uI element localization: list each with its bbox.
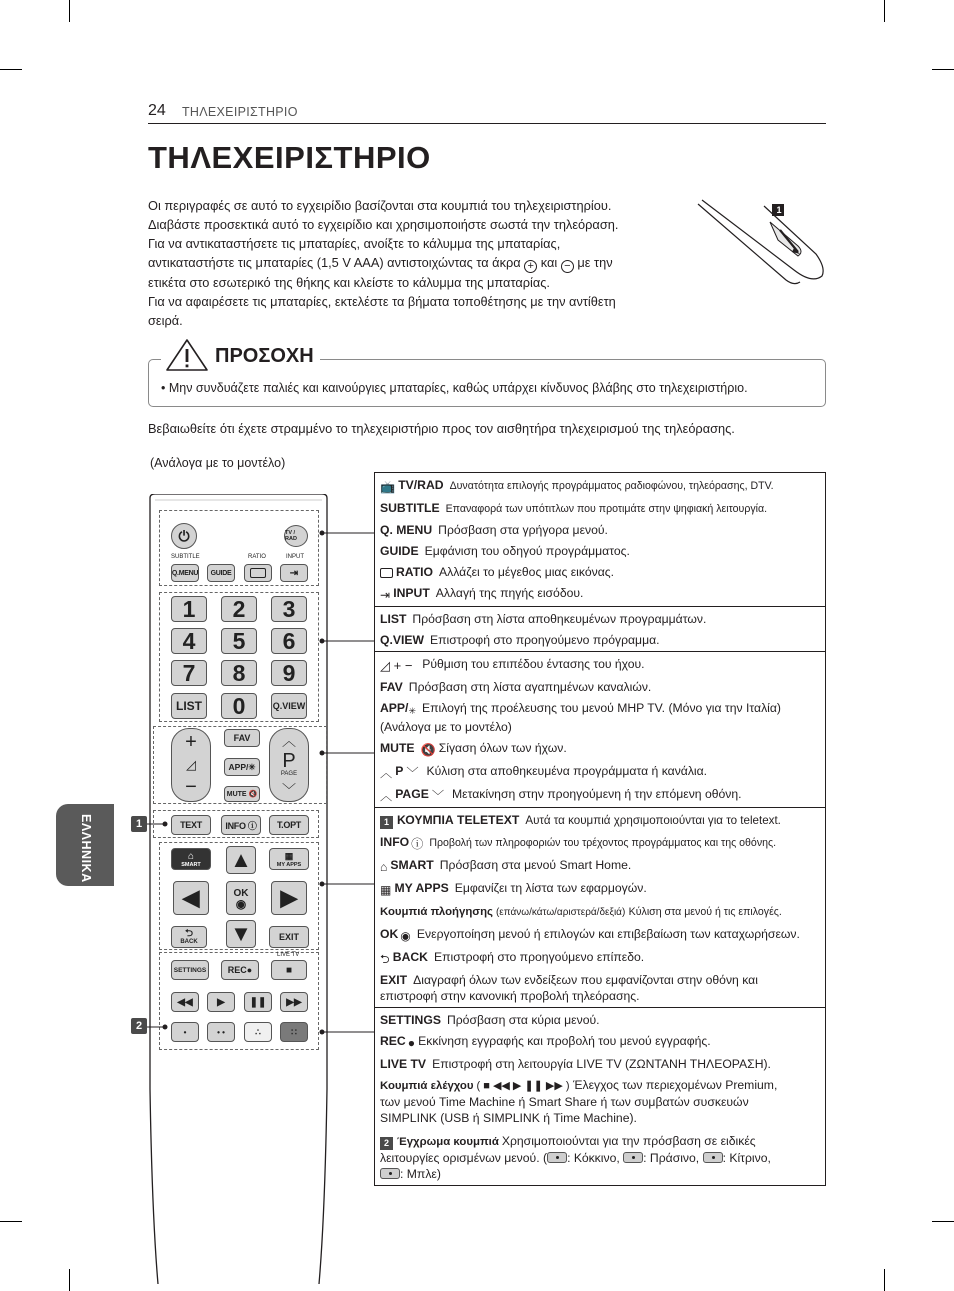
ratio-icon: [250, 568, 266, 578]
desc-text: Πρόσβαση στη λίστα αποθηκευμένων προγραμμάτων.: [412, 612, 707, 626]
desc-text: : Κίτρινο,: [722, 1151, 771, 1165]
live-tv-label: LIVE TV: [277, 952, 300, 958]
tv-radio-icon: 📺: [380, 480, 396, 494]
desc-key: APP/: [380, 701, 409, 715]
red-button-icon: [547, 1152, 567, 1163]
desc-text: Πρόσβαση στα μενού Smart Home.: [439, 858, 632, 872]
caution-label: ΠΡΟΣΟΧΗ: [215, 345, 314, 367]
desc-key: TV/RAD: [398, 478, 444, 492]
yellow-button[interactable]: [244, 1022, 272, 1042]
desc-text: Κύλιση στα αποθηκευμένα προγράμματα ή κανάλια.: [426, 764, 708, 778]
volume-icon: ◿ + −: [380, 658, 413, 673]
desc-text: SIMPLINK (USB ή SIMPLINK ή Time Machine).: [380, 1111, 637, 1125]
step-marker: 1: [776, 205, 782, 215]
page-title: ΤΗΛΕΧΕΙΡΙΣΤΗΡΙΟ: [148, 140, 431, 175]
back-arrow-icon: ⮌: [184, 928, 193, 939]
desc-key: FAV: [380, 680, 403, 694]
desc-row-tvrad: [380, 477, 821, 495]
desc-text: Αλλαγή της πηγής εισόδου.: [435, 586, 584, 600]
desc-row-list: [380, 611, 821, 627]
desc-key: OK: [380, 927, 399, 941]
ratio-button[interactable]: [244, 564, 272, 582]
desc-row-page: [380, 786, 821, 804]
rewind-button[interactable]: [171, 992, 199, 1012]
ratio-label: RATIO: [248, 554, 266, 560]
caution-text: • Μην συνδυάζετε παλιές και καινούργιες μπαταρίες, καθώς υπάρχει κίνδυνος βλάβης στο τηλεχειριστήριο.: [161, 381, 748, 395]
desc-text: επιστροφή στην κανονική προβολή τηλεόρασης.: [380, 989, 640, 1003]
rec-button[interactable]: REC●: [221, 960, 259, 980]
digit-6-button[interactable]: 6: [271, 628, 307, 654]
desc-key: GUIDE: [380, 544, 419, 558]
intro-line: [148, 253, 688, 273]
exit-button[interactable]: EXIT: [269, 926, 309, 948]
desc-key: EXIT: [380, 973, 408, 987]
my-apps-label: MY APPS: [276, 861, 302, 868]
fast-forward-icon: ▶▶: [286, 996, 302, 1008]
language-tab-label: ΕΛΛΗΝΙΚΑ: [79, 814, 93, 883]
crop-mark: [884, 0, 885, 22]
green-button[interactable]: [207, 1022, 235, 1042]
mute-button[interactable]: MUTE 🔇: [224, 786, 260, 802]
desc-text: Εκκίνηση εγγραφής και προβολή του μενού εγγραφής.: [418, 1034, 711, 1048]
desc-row-fav: [380, 679, 821, 695]
info-button[interactable]: INFO ⓘ: [221, 815, 261, 835]
play-button[interactable]: [207, 992, 235, 1012]
desc-text: Χρησιμοποιούνται για την πρόσβαση σε ειδικές: [501, 1134, 756, 1148]
live-tv-button[interactable]: [271, 960, 307, 980]
section-top-buttons: [375, 473, 825, 606]
desc-text: Επιστροφή στη λειτουργία LIVE TV (ΖΩΝΤΑΝΗ ΤΗΛΕΟΡΑΣΗ).: [432, 1057, 771, 1071]
dots-icon: • •: [217, 1027, 225, 1037]
desc-key: SUBTITLE: [380, 501, 440, 515]
marker-1-icon: 1: [380, 816, 393, 829]
subtitle-label: SUBTITLE: [171, 554, 200, 560]
desc-text: Εμφάνιση του οδηγού προγράμματος.: [424, 544, 630, 558]
digit-4-button[interactable]: 4: [171, 628, 207, 654]
desc-text: Δυνατότητα επιλογής προγράμματος ραδιοφώνου, τηλεόρασης, DTV.: [449, 480, 774, 492]
caution-box: [148, 345, 826, 407]
crop-mark: [884, 1269, 885, 1291]
desc-row-livetv: [380, 1056, 821, 1072]
page-label: PAGE: [280, 770, 298, 777]
smart-button[interactable]: [171, 848, 211, 870]
input-icon: ⇥: [380, 588, 391, 602]
intro-line: Διαβάστε προσεκτικά αυτό το εγχειρίδιο και χρησιμοποιήστε σωστά την τηλεόραση.: [148, 217, 619, 233]
stop-icon: ■: [285, 964, 293, 976]
guide-button[interactable]: GUIDE: [207, 564, 235, 582]
warning-triangle-icon: [165, 338, 209, 372]
desc-text: των μενού Time Machine ή Smart Share ή των συμβατών συσκευών: [380, 1095, 749, 1109]
digit-0-button[interactable]: 0: [221, 693, 257, 719]
intro-line: ετικέτα στο εσωτερικό της θήκης και κλείστε το κάλυμμα της μπαταρίας.: [148, 275, 550, 291]
chevron-down-icon: ﹀: [406, 766, 419, 780]
page-header: [148, 100, 826, 124]
input-icon: ⇥: [289, 567, 299, 579]
input-button[interactable]: [280, 564, 308, 582]
caution-heading: [161, 336, 320, 372]
digit-3-button[interactable]: 3: [271, 596, 307, 622]
desc-text: Αλλάζει το μέγεθος μιας εικόνας.: [439, 565, 614, 579]
language-tab: [56, 804, 114, 886]
desc-key: INPUT: [393, 586, 430, 600]
program-rocker[interactable]: [269, 728, 309, 802]
app-button[interactable]: APP/✳: [224, 758, 260, 776]
info-icon: ⓘ: [411, 837, 424, 851]
tv-rad-button[interactable]: TV / RAD: [284, 525, 308, 547]
desc-row-p: [380, 763, 821, 781]
desc-text: (Ανάλογα με το μοντέλο): [380, 720, 512, 734]
callout-marker-1: 1: [131, 816, 147, 832]
desc-key: INFO: [380, 835, 410, 849]
plus-terminal-icon: +: [524, 260, 537, 273]
desc-text: Ενεργοποίηση μενού ή επιλογών και επιβεβαίωση των καταχωρήσεων.: [416, 927, 800, 941]
input-label: INPUT: [286, 554, 304, 560]
digit-9-button[interactable]: 9: [271, 660, 307, 686]
desc-row-qview: [380, 632, 821, 648]
desc-key: SETTINGS: [380, 1013, 441, 1027]
battery-cover-illustration: [694, 194, 828, 290]
desc-row-app: [380, 700, 821, 735]
intro-line: Για να αφαιρέσετε τις μπαταρίες, εκτελέστε τα βήματα τοποθέτησης με την αντίθετη: [148, 294, 616, 310]
desc-text: (επάνω/κάτω/αριστερά/δεξιά): [495, 907, 626, 918]
desc-row-teletext: [380, 812, 821, 829]
ok-dot-icon: ◉: [400, 929, 411, 943]
intro-line: σειρά.: [148, 313, 183, 329]
desc-key: P: [395, 764, 404, 778]
mute-icon: 🔇: [420, 743, 436, 757]
remote-control-illustration: [149, 494, 328, 1284]
desc-key: ΚΟΥΜΠΙΑ TELETEXT: [397, 813, 520, 827]
digit-8-button[interactable]: 8: [221, 660, 257, 686]
chevron-up-icon: ︿: [380, 789, 393, 803]
desc-row-input: [380, 585, 821, 603]
desc-key: SMART: [390, 858, 434, 872]
digit-7-button[interactable]: 7: [171, 660, 207, 686]
callout-marker-2: 2: [131, 1018, 147, 1034]
smart-label: SMART: [181, 861, 201, 868]
intro-text: αντικαταστήστε τις μπαταρίες (1,5 V AAA) αντιστοιχώντας τα άκρα: [148, 255, 521, 271]
settings-button[interactable]: SETTINGS: [171, 960, 209, 980]
yellow-button-icon: [703, 1152, 723, 1163]
desc-text: Σίγαση όλων των ήχων.: [438, 741, 567, 755]
desc-row-exit: [380, 972, 821, 1004]
back-label: BACK: [180, 939, 198, 945]
green-button-icon: [623, 1152, 643, 1163]
desc-text: Διαγραφή όλων των ενδείξεων που εμφανίζονται στην οθόνη και: [413, 973, 758, 987]
crop-mark: [69, 0, 70, 22]
nav-up-button[interactable]: [226, 846, 256, 874]
desc-key: Q. MENU: [380, 523, 433, 537]
desc-row-ratio: [380, 564, 821, 580]
desc-text: Επιστροφή στο προηγούμενο πρόγραμμα.: [430, 633, 660, 647]
crop-mark: [932, 69, 954, 70]
desc-text: : Μπλε): [400, 1167, 441, 1181]
page-number: 24: [148, 102, 166, 119]
volume-rocker[interactable]: [171, 728, 211, 802]
control-icons: ( ■ ◀◀ ▶ ❚❚ ▶▶ ): [476, 1080, 570, 1092]
section-numeric: [375, 606, 825, 651]
button-description-table: [374, 472, 826, 1186]
topt-button[interactable]: T.OPT: [269, 815, 309, 835]
desc-row-nav: [380, 903, 821, 921]
desc-row-ok: [380, 926, 821, 944]
intro-line: Για να αντικαταστήσετε τις μπαταρίες, ανοίξτε το κάλυμμα της μπαταρίας,: [148, 236, 561, 252]
chevron-up-icon: ︿: [282, 732, 296, 749]
crop-mark: [69, 1269, 70, 1291]
back-arrow-icon: ⮌: [380, 952, 390, 966]
desc-text: Πρόσβαση στη λίστα αγαπημένων καναλιών.: [408, 680, 652, 694]
desc-row-myapps: [380, 880, 821, 898]
desc-text: Πρόσβαση στα γρήγορα μενού.: [438, 523, 608, 537]
grid-icon: ▦: [284, 850, 294, 861]
desc-row-mute: [380, 740, 821, 758]
qmenu-button[interactable]: Q.MENU: [171, 564, 199, 582]
desc-key: LIST: [380, 612, 407, 626]
blue-button[interactable]: [280, 1022, 308, 1042]
volume-up-icon: +: [185, 730, 197, 753]
aim-note: Βεβαιωθείτε ότι έχετε στραμμένο το τηλεχειριστήριο προς τον αισθητήρα τηλεχειρισμού της τηλεόρασης.: [148, 421, 735, 436]
desc-row-smart: [380, 857, 821, 875]
ok-label: OK: [233, 887, 249, 899]
running-title: ΤΗΛΕΧΕΙΡΙΣΤΗΡΙΟ: [182, 105, 298, 119]
desc-text: Προβολή των πληροφοριών του τρέχοντος προγράμματος και της οθόνης.: [429, 837, 777, 849]
ok-button[interactable]: [226, 881, 256, 915]
red-button[interactable]: [171, 1022, 199, 1042]
desc-row-volume: [380, 656, 821, 674]
remote-back-icon: [694, 194, 828, 290]
triangle-right-icon: ▶: [280, 885, 298, 910]
crop-mark: [0, 69, 22, 70]
desc-text: : Πράσινο,: [643, 1151, 700, 1165]
desc-text: : Κόκκινο,: [567, 1151, 620, 1165]
desc-key: Q.VIEW: [380, 633, 425, 647]
desc-key: Έγχρωμα κουμπιά: [397, 1136, 499, 1148]
home-icon: ⌂: [380, 860, 388, 874]
nav-left-button[interactable]: [173, 881, 209, 915]
intro-paragraph: [148, 196, 688, 331]
desc-text: Ρύθμιση του επιπέδου έντασης του ήχου.: [422, 657, 645, 671]
digit-1-button[interactable]: 1: [171, 596, 207, 622]
desc-key: MY APPS: [394, 881, 449, 895]
home-icon: ⌂: [187, 850, 195, 862]
ok-dot-icon: ◉: [235, 896, 247, 911]
blue-button-icon: [380, 1168, 400, 1179]
desc-row-subtitle: [380, 500, 821, 517]
pause-icon: ❚❚: [249, 996, 267, 1008]
desc-text: Επαναφορά των υπότιτλων που προτιμάτε στην ψηφιακή λειτουργία.: [445, 503, 768, 515]
desc-row-colour: [380, 1133, 821, 1182]
list-button[interactable]: LIST: [171, 693, 207, 719]
digit-5-button[interactable]: 5: [221, 628, 257, 654]
desc-text: Μετακίνηση στην προηγούμενη ή την επόμενη οθόνη.: [452, 787, 742, 801]
desc-text: Αυτά τα κουμπιά χρησιμοποιούνται για το teletext.: [525, 814, 781, 827]
chevron-down-icon: ﹀: [282, 781, 296, 798]
triple-dot-icon: ∴: [255, 1026, 261, 1037]
chevron-down-icon: ﹀: [431, 789, 445, 803]
power-button[interactable]: ⏻: [171, 523, 197, 549]
triangle-up-icon: ▲: [230, 847, 252, 872]
section-playback: [375, 1007, 825, 1185]
section-volume: [375, 651, 825, 807]
dot-icon: •: [183, 1027, 187, 1037]
desc-text: Εμφανίζει τη λίστα των εφαρμογών.: [454, 881, 647, 895]
nav-down-button[interactable]: [226, 920, 256, 948]
crop-mark: [932, 1221, 954, 1222]
play-icon: ▶: [217, 996, 225, 1008]
desc-row-qmenu: [380, 522, 821, 538]
desc-key: PAGE: [395, 787, 429, 801]
program-label: P: [282, 749, 296, 772]
chevron-up-icon: ︿: [380, 766, 393, 780]
rewind-icon: ◀◀: [177, 996, 193, 1008]
desc-key: LIVE TV: [380, 1057, 427, 1071]
marker-2-icon: 2: [380, 1137, 393, 1150]
fast-forward-button[interactable]: [280, 992, 308, 1012]
intro-text: με την: [577, 255, 613, 271]
desc-text: Πρόσβαση στα κύρια μενού.: [446, 1013, 600, 1027]
desc-text: Επιλογή της προέλευσης του μενού MHP TV. (Μόνο για την Ιταλία): [422, 701, 781, 715]
volume-down-icon: −: [185, 776, 197, 799]
ratio-icon: [380, 568, 393, 578]
desc-text: Κύλιση στα μενού ή τις επιλογές.: [628, 906, 782, 918]
fav-button[interactable]: FAV: [224, 729, 260, 747]
volume-icon: ◿: [186, 756, 196, 772]
my-apps-button[interactable]: [269, 848, 309, 870]
crop-mark: [0, 1221, 22, 1222]
desc-key: Κουμπιά πλοήγησης: [380, 906, 493, 918]
pause-button[interactable]: [244, 992, 272, 1012]
desc-key: REC: [380, 1034, 406, 1048]
desc-row-settings: [380, 1012, 821, 1028]
triangle-left-icon: ◀: [182, 885, 200, 910]
desc-row-control: [380, 1077, 821, 1126]
desc-key: MUTE: [380, 741, 415, 755]
digit-2-button[interactable]: 2: [221, 596, 257, 622]
quad-dot-icon: ∷: [291, 1026, 297, 1037]
intro-line: Οι περιγραφές σε αυτό το εγχειρίδιο βασίζονται στα κουμπιά του τηλεχειριστηρίου.: [148, 198, 612, 213]
desc-key: RATIO: [396, 565, 434, 579]
desc-text: Έλεγχος των περιεχομένων Premium,: [572, 1078, 778, 1092]
text-button[interactable]: TEXT: [171, 815, 211, 835]
desc-key: Κουμπιά ελέγχου: [380, 1080, 474, 1092]
desc-row-rec: [380, 1033, 821, 1051]
desc-row-back: [380, 949, 821, 967]
grid-icon: ▦: [380, 883, 392, 897]
desc-key: BACK: [392, 950, 428, 964]
desc-text: λειτουργίες ορισμένων μενού. (: [380, 1151, 548, 1165]
intro-text: και: [540, 255, 558, 271]
model-note: (Ανάλογα με το μοντέλο): [150, 456, 286, 470]
desc-text: Επιστροφή στο προηγούμενο επίπεδο.: [433, 950, 645, 964]
section-navigation: [375, 807, 825, 1007]
desc-row-info: [380, 834, 821, 852]
minus-terminal-icon: −: [561, 260, 574, 273]
back-button[interactable]: [171, 926, 207, 948]
desc-row-guide: [380, 543, 821, 559]
record-dot-icon: ●: [407, 1036, 416, 1050]
asterisk-icon: ✳: [408, 706, 416, 716]
nav-right-button[interactable]: [271, 881, 307, 915]
qview-button[interactable]: Q.VIEW: [271, 693, 307, 719]
triangle-down-icon: ▼: [230, 921, 252, 946]
